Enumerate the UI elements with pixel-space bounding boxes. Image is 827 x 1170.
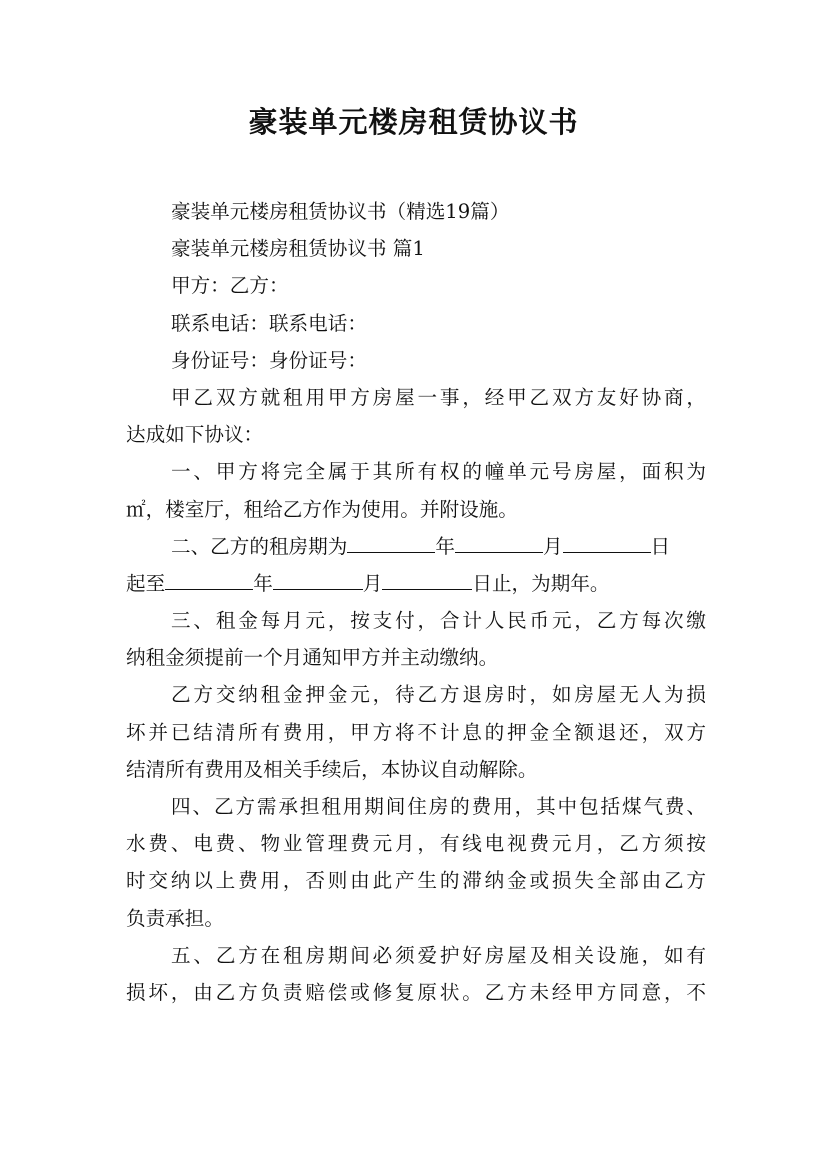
lease-term-line — [126, 565, 706, 602]
year-label: 年 — [253, 571, 273, 595]
lease-end-text: 起至 — [126, 571, 166, 595]
paragraph-line: 三、租金每月元，按支付，合计人民币元，乙方每次缴 — [171, 609, 706, 633]
blank-field — [563, 534, 651, 553]
blank-field — [347, 534, 435, 553]
blank-field — [455, 534, 543, 553]
paragraph-line: 损坏，由乙方负责赔偿或修复原状。乙方未经甲方同意，不 — [126, 980, 706, 1004]
section-heading: 豪装单元楼房租赁协议书 篇1 — [171, 237, 425, 261]
document-body — [126, 193, 706, 1011]
id-number-line: 身份证号：身份证号： — [171, 348, 367, 372]
paragraph-line: 甲乙双方就租用甲方房屋一事，经甲乙双方友好协商， — [171, 385, 706, 409]
lease-term-text: 二、乙方的租房期为 — [171, 534, 348, 558]
paragraph-line: 四、乙方需承担租用期间住房的费用，其中包括煤气费、 — [171, 795, 706, 818]
day-label: 日 — [650, 534, 671, 558]
paragraph-line: 五、乙方在租房期间必须爱护好房屋及相关设施，如有 — [171, 943, 706, 967]
blank-field — [382, 571, 472, 590]
paragraph-line: 负责承担。 — [126, 906, 224, 930]
paragraph-line: ㎡，楼室厅，租给乙方作为使用。并附设施。 — [126, 497, 518, 521]
document-title: 豪装单元楼房租赁协议书 — [248, 105, 579, 139]
paragraph-line: 纳租金须提前一个月通知甲方并主动缴纳。 — [126, 646, 499, 670]
year-label: 年 — [435, 534, 455, 558]
month-label: 月 — [362, 571, 383, 595]
party-line: 甲方：乙方： — [171, 274, 289, 298]
blank-field — [165, 571, 253, 590]
day-end-label: 日止，为期年。 — [472, 571, 610, 595]
paragraph-line: 水费、电费、物业管理费元月，有线电视费元月，乙方须按 — [126, 832, 706, 856]
paragraph-line: 一、甲方将完全属于其所有权的幢单元号房屋，面积为 — [171, 460, 706, 484]
lease-term-line — [126, 528, 706, 565]
collection-heading: 豪装单元楼房租赁协议书（精选19篇） — [171, 200, 510, 223]
paragraph-line: 时交纳以上费用，否则由此产生的滞纳金或损失全部由乙方 — [126, 869, 706, 893]
paragraph-line: 结清所有费用及相关手续后，本协议自动解除。 — [126, 757, 538, 781]
blank-field — [273, 571, 363, 590]
paragraph-line: 乙方交纳租金押金元，待乙方退房时，如房屋无人为损 — [171, 683, 706, 707]
month-label: 月 — [542, 534, 563, 558]
paragraph-line: 坏并已结清所有费用，甲方将不计息的押金全额退还，双方 — [126, 720, 706, 744]
phone-line: 联系电话：联系电话： — [171, 311, 367, 335]
paragraph-line: 达成如下协议： — [126, 423, 264, 447]
